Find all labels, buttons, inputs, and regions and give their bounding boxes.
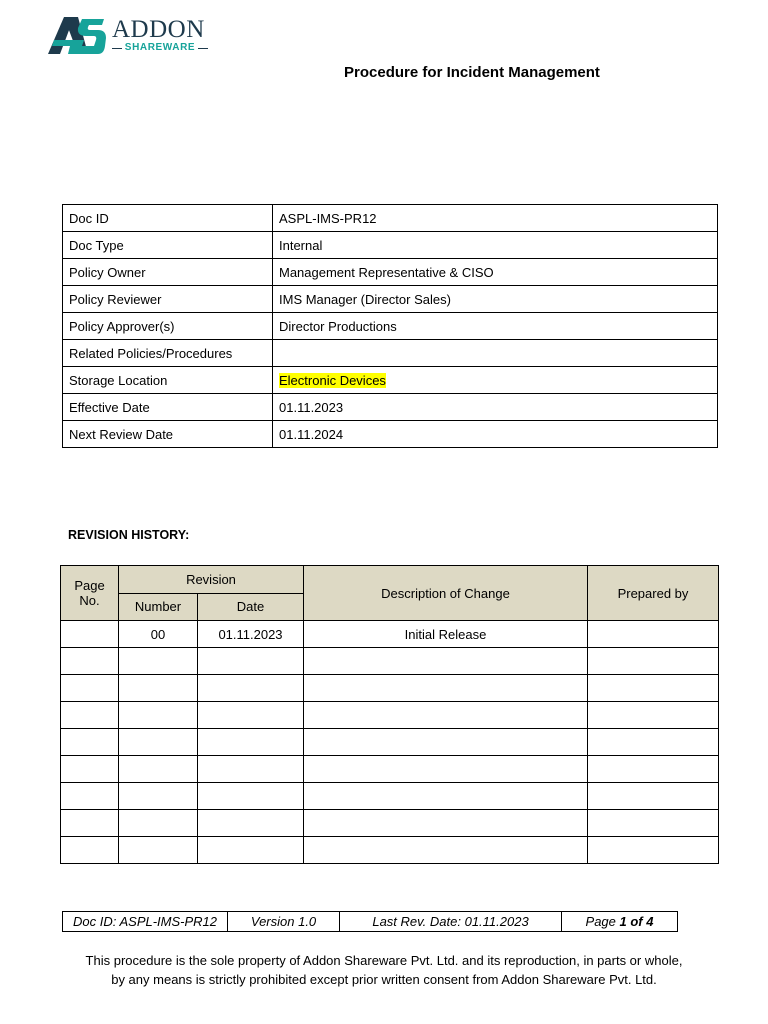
empty-cell bbox=[61, 810, 119, 837]
empty-cell bbox=[588, 756, 719, 783]
footer-note-line: This procedure is the sole property of Addon Shareware Pvt. Ltd. and its reproduction, in parts or whole, bbox=[85, 953, 683, 968]
logo-wordmark: ADDON bbox=[112, 16, 205, 43]
empty-cell bbox=[304, 756, 588, 783]
page-of: of bbox=[626, 914, 647, 929]
empty-cell bbox=[119, 648, 198, 675]
table-row bbox=[63, 367, 718, 394]
empty-cell bbox=[588, 729, 719, 756]
doc-info-label: Storage Location bbox=[63, 367, 273, 394]
empty-cell bbox=[304, 729, 588, 756]
doc-info-value: Management Representative & CISO bbox=[273, 259, 718, 286]
empty-cell bbox=[588, 675, 719, 702]
doc-info-label: Policy Owner bbox=[63, 259, 273, 286]
footer-page-number bbox=[562, 912, 678, 932]
revision-history-heading: REVISION HISTORY: bbox=[68, 528, 190, 542]
page-prefix: Page bbox=[585, 914, 620, 929]
table-row bbox=[63, 232, 718, 259]
empty-cell bbox=[198, 837, 304, 864]
empty-cell bbox=[304, 783, 588, 810]
number-header: Number bbox=[119, 593, 198, 621]
table-row bbox=[61, 837, 719, 864]
table-row bbox=[61, 702, 719, 729]
doc-info-label: Doc ID bbox=[63, 205, 273, 232]
empty-cell bbox=[198, 756, 304, 783]
doc-info-value: Internal bbox=[273, 232, 718, 259]
empty-cell bbox=[198, 675, 304, 702]
doc-info-label: Effective Date bbox=[63, 394, 273, 421]
doc-info-label: Related Policies/Procedures bbox=[63, 340, 273, 367]
doc-info-label: Doc Type bbox=[63, 232, 273, 259]
table-row bbox=[63, 286, 718, 313]
revision-history-table bbox=[60, 565, 719, 864]
empty-cell bbox=[304, 837, 588, 864]
doc-info-value: ASPL-IMS-PR12 bbox=[273, 205, 718, 232]
doc-info-label: Policy Reviewer bbox=[63, 286, 273, 313]
empty-cell bbox=[119, 729, 198, 756]
doc-info-label: Policy Approver(s) bbox=[63, 313, 273, 340]
table-row bbox=[63, 259, 718, 286]
revision-header: Revision bbox=[119, 566, 304, 594]
table-row bbox=[61, 783, 719, 810]
table-row bbox=[63, 394, 718, 421]
footer-doc-id: Doc ID: ASPL-IMS-PR12 bbox=[63, 912, 228, 932]
empty-cell bbox=[61, 837, 119, 864]
highlighted-value: Electronic Devices bbox=[279, 372, 386, 388]
empty-cell bbox=[119, 810, 198, 837]
revision-description-cell: Initial Release bbox=[304, 621, 588, 648]
doc-info-value bbox=[273, 340, 718, 367]
empty-cell bbox=[198, 810, 304, 837]
empty-cell bbox=[588, 810, 719, 837]
table-row bbox=[63, 421, 718, 448]
revision-date-cell: 01.11.2023 bbox=[198, 621, 304, 648]
empty-cell bbox=[588, 648, 719, 675]
table-row bbox=[61, 756, 719, 783]
table-row bbox=[63, 912, 678, 932]
table-header-row bbox=[61, 566, 719, 594]
empty-cell bbox=[198, 729, 304, 756]
empty-cell bbox=[304, 648, 588, 675]
description-header: Description of Change bbox=[304, 566, 588, 621]
document-info-table bbox=[62, 204, 718, 448]
company-logo bbox=[46, 14, 216, 58]
empty-cell bbox=[198, 783, 304, 810]
footer-last-rev-date: Last Rev. Date: 01.11.2023 bbox=[340, 912, 562, 932]
empty-cell bbox=[61, 702, 119, 729]
page-no-header: Page No. bbox=[61, 566, 119, 621]
empty-cell bbox=[61, 756, 119, 783]
doc-info-value bbox=[273, 367, 718, 394]
table-row bbox=[61, 648, 719, 675]
doc-info-value: Director Productions bbox=[273, 313, 718, 340]
empty-cell bbox=[61, 648, 119, 675]
logo-mark-icon bbox=[46, 14, 106, 56]
table-row bbox=[63, 340, 718, 367]
table-row bbox=[61, 675, 719, 702]
footer-confidentiality-note bbox=[40, 951, 728, 989]
table-row bbox=[61, 729, 719, 756]
doc-info-label: Next Review Date bbox=[63, 421, 273, 448]
footer-note-line: by any means is strictly prohibited except prior written consent from Addon Shareware Pvt. Ltd. bbox=[111, 972, 657, 987]
empty-cell bbox=[304, 810, 588, 837]
empty-cell bbox=[61, 729, 119, 756]
revision-page-cell bbox=[61, 621, 119, 648]
doc-info-value: 01.11.2023 bbox=[273, 394, 718, 421]
empty-cell bbox=[304, 675, 588, 702]
table-row bbox=[63, 313, 718, 340]
empty-cell bbox=[119, 783, 198, 810]
empty-cell bbox=[198, 648, 304, 675]
footer-version: Version 1.0 bbox=[228, 912, 340, 932]
table-row bbox=[61, 810, 719, 837]
empty-cell bbox=[588, 837, 719, 864]
table-row bbox=[61, 621, 719, 648]
revision-number-cell: 00 bbox=[119, 621, 198, 648]
table-row bbox=[63, 205, 718, 232]
logo-tagline bbox=[112, 42, 208, 54]
page-total: 4 bbox=[646, 914, 654, 929]
empty-cell bbox=[304, 702, 588, 729]
empty-cell bbox=[119, 675, 198, 702]
empty-cell bbox=[588, 702, 719, 729]
doc-info-value: IMS Manager (Director Sales) bbox=[273, 286, 718, 313]
empty-cell bbox=[61, 675, 119, 702]
date-header: Date bbox=[198, 593, 304, 621]
document-title: Procedure for Incident Management bbox=[344, 64, 600, 81]
revision-prepared-by-cell bbox=[588, 621, 719, 648]
empty-cell bbox=[119, 756, 198, 783]
page-current: 1 bbox=[619, 914, 627, 929]
footer-info-table bbox=[62, 911, 678, 932]
empty-cell bbox=[61, 783, 119, 810]
empty-cell bbox=[588, 783, 719, 810]
empty-cell bbox=[198, 702, 304, 729]
logo-tagline-text: SHAREWARE bbox=[124, 42, 196, 53]
empty-cell bbox=[119, 702, 198, 729]
doc-info-value: 01.11.2024 bbox=[273, 421, 718, 448]
empty-cell bbox=[119, 837, 198, 864]
prepared-by-header: Prepared by bbox=[588, 566, 719, 621]
